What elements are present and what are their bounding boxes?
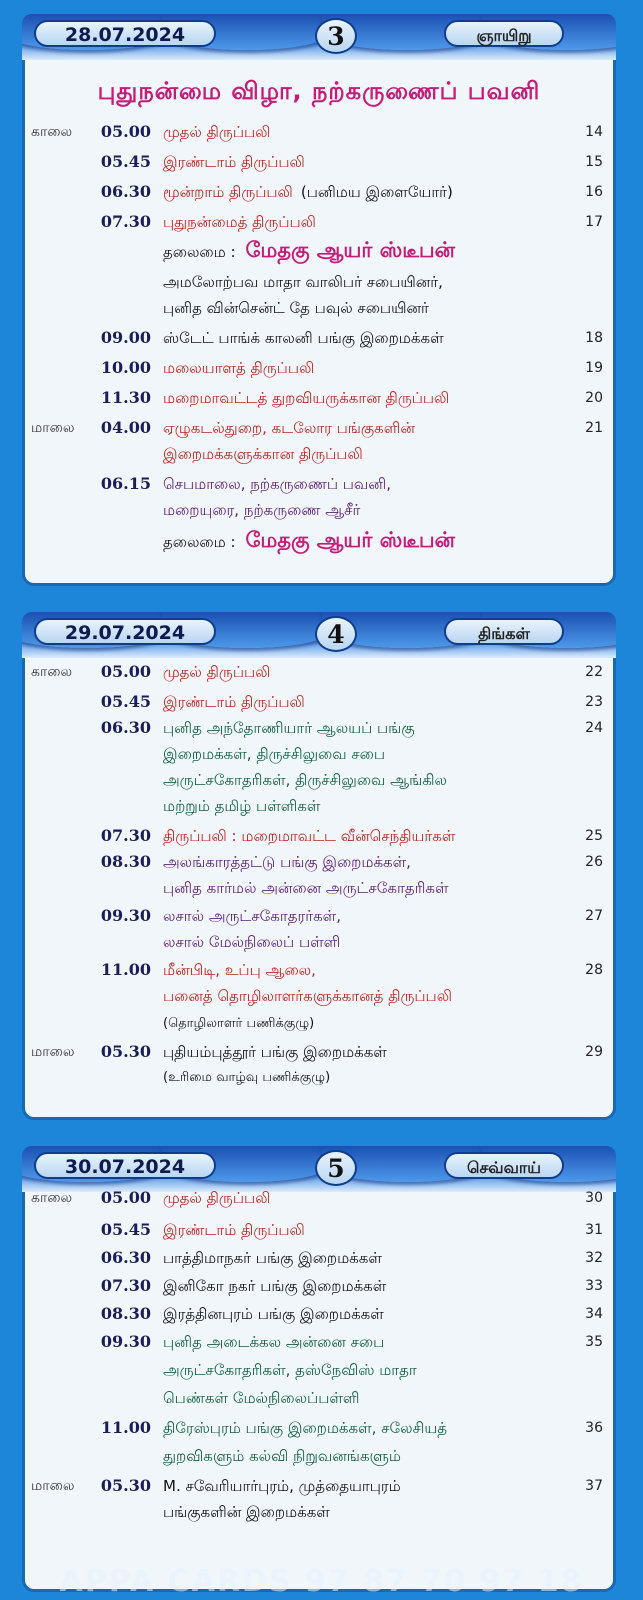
event-description bbox=[163, 415, 583, 441]
event-description bbox=[163, 1301, 583, 1327]
event-text: லசால் அருட்சகோதரர்கள், bbox=[163, 907, 341, 925]
schedule-row bbox=[25, 499, 613, 529]
time-label: 05.30 bbox=[100, 1476, 151, 1495]
feast-title: புதுநன்மை விழா, நற்கருணைப் பவனி bbox=[97, 77, 541, 105]
schedule-row bbox=[25, 1067, 613, 1097]
page-number: 20 bbox=[585, 390, 603, 406]
day-number: 3 bbox=[315, 18, 357, 54]
page-number: 33 bbox=[585, 1278, 603, 1294]
time-label: 07.30 bbox=[100, 826, 151, 845]
day-number: 4 bbox=[315, 616, 357, 652]
date-label: 29.07.2024 bbox=[34, 618, 216, 645]
event-description bbox=[163, 1329, 583, 1355]
event-description bbox=[163, 385, 583, 411]
page-number: 21 bbox=[585, 420, 603, 436]
event-text: இறைமக்கள், திருச்சிலுவை சபை bbox=[163, 745, 386, 763]
event-text: செபமாலை, நற்கருணைப் பவனி, bbox=[163, 475, 392, 493]
schedule-row bbox=[25, 1445, 613, 1475]
time-label: 05.30 bbox=[100, 1042, 151, 1061]
event-text: மற்றும் தமிழ் பள்ளிகள் bbox=[163, 797, 321, 815]
event-description bbox=[163, 929, 583, 955]
page-number: 17 bbox=[585, 214, 603, 230]
event-text: இறைமக்களுக்கான திருப்பலி bbox=[163, 445, 363, 463]
event-text: ஸ்டேட் பாங்க் காலனி பங்கு இறைமக்கள் bbox=[163, 329, 444, 347]
event-description bbox=[163, 527, 583, 555]
event-description bbox=[163, 957, 583, 983]
page-number: 18 bbox=[585, 330, 603, 346]
page-number: 30 bbox=[585, 1190, 603, 1206]
time-label: 09.30 bbox=[100, 906, 151, 925]
chief-name: மேதகு ஆயர் ஸ்டீபன் bbox=[245, 238, 455, 262]
time-label: 04.00 bbox=[100, 418, 151, 437]
page-number: 25 bbox=[585, 828, 603, 844]
day-number: 5 bbox=[315, 1150, 357, 1186]
event-text: மறைமாவட்டத் துறவியருக்கான திருப்பலி bbox=[163, 389, 450, 407]
event-text: புனித அடைக்கல அன்னை சபை bbox=[163, 1333, 385, 1351]
event-description bbox=[163, 209, 583, 235]
schedule-row bbox=[25, 151, 613, 181]
event-description bbox=[163, 741, 583, 767]
event-text: (தொழிலாளர் பணிக்குழு) bbox=[163, 1016, 315, 1031]
schedule-row bbox=[25, 529, 613, 559]
schedule-row bbox=[25, 357, 613, 387]
date-label: 28.07.2024 bbox=[34, 20, 216, 47]
event-text: திரேஸ்புரம் பங்கு இறைமக்கள், சலேசியத் bbox=[163, 1419, 447, 1437]
page-number: 36 bbox=[585, 1420, 603, 1436]
weekday-label: திங்கள் bbox=[444, 618, 564, 645]
schedule-row bbox=[25, 1187, 613, 1217]
event-description bbox=[163, 179, 583, 205]
event-description bbox=[163, 1357, 583, 1383]
page-number: 37 bbox=[585, 1478, 603, 1494]
event-description bbox=[163, 497, 583, 523]
event-description bbox=[163, 295, 583, 321]
schedule-row bbox=[25, 327, 613, 357]
schedule-row bbox=[25, 661, 613, 691]
event-text: அருட்சகோதரிகள், திருச்சிலுவை ஆங்கில bbox=[163, 771, 447, 789]
day-card-2 bbox=[22, 612, 616, 1120]
schedule-row bbox=[25, 387, 613, 417]
day-banner bbox=[22, 14, 616, 60]
event-description bbox=[163, 1273, 583, 1299]
event-text: புனித வின்சென்ட் தே பவுல் சபையினர் bbox=[163, 299, 429, 317]
event-text: மலையாளத் திருப்பலி bbox=[163, 359, 315, 377]
event-description bbox=[163, 119, 583, 145]
event-text: புதுநன்மைத் திருப்பலி bbox=[163, 213, 316, 231]
event-text: அருட்சகோதரிகள், தஸ்நேவிஸ் மாதா bbox=[163, 1361, 417, 1379]
event-text: பாத்திமாநகர் பங்கு இறைமக்கள் bbox=[163, 1249, 382, 1267]
event-text: இரண்டாம் திருப்பலி bbox=[163, 1221, 305, 1239]
event-description bbox=[163, 1245, 583, 1271]
schedule-row bbox=[25, 443, 613, 473]
page-number: 24 bbox=[585, 720, 603, 736]
page-number: 14 bbox=[585, 124, 603, 140]
page-number: 29 bbox=[585, 1044, 603, 1060]
event-text: முதல் திருப்பலி bbox=[163, 1189, 271, 1207]
event-description bbox=[163, 1443, 583, 1469]
schedule-row bbox=[25, 181, 613, 211]
time-label: 07.30 bbox=[100, 212, 151, 231]
event-text: M. சவேரியார்புரம், முத்தையாபுரம் bbox=[163, 1477, 401, 1495]
event-description bbox=[163, 269, 583, 295]
event-description bbox=[163, 1385, 583, 1411]
time-label: 08.30 bbox=[100, 852, 151, 871]
time-label: 05.45 bbox=[100, 1220, 151, 1239]
event-description bbox=[163, 767, 583, 793]
event-description bbox=[163, 325, 583, 351]
event-description bbox=[163, 875, 583, 901]
event-note: (பனிமய இளையோர்) bbox=[300, 183, 453, 201]
time-label: 09.30 bbox=[100, 1332, 151, 1351]
chief-label: தலைமை : bbox=[163, 243, 236, 261]
session-label: காலை bbox=[31, 124, 73, 140]
page-number: 16 bbox=[585, 184, 603, 200]
time-label: 05.00 bbox=[100, 122, 151, 141]
event-text: புனித கார்மல் அன்னை அருட்சகோதரிகள் bbox=[163, 879, 449, 897]
session-label: மாலை bbox=[31, 1478, 75, 1494]
event-text: இனிகோ நகர் பங்கு இறைமக்கள் bbox=[163, 1277, 387, 1295]
event-text: புனித அந்தோணியார் ஆலயப் பங்கு bbox=[163, 719, 415, 737]
page-number: 15 bbox=[585, 154, 603, 170]
event-text: திருப்பலி : மறைமாவட்ட வீன்செந்தியர்கள் bbox=[163, 827, 456, 845]
session-label: காலை bbox=[31, 664, 73, 680]
session-label: மாலை bbox=[31, 420, 75, 436]
time-label: 05.00 bbox=[100, 1188, 151, 1207]
page-number: 27 bbox=[585, 908, 603, 924]
event-text: முதல் திருப்பலி bbox=[163, 663, 271, 681]
event-description bbox=[163, 441, 583, 467]
event-description bbox=[163, 1185, 583, 1211]
event-description bbox=[163, 1011, 583, 1037]
event-text: அமலோற்பவ மாதா வாலிபர் சபையினர், bbox=[163, 273, 443, 291]
time-label: 07.30 bbox=[100, 1276, 151, 1295]
page-number: 23 bbox=[585, 694, 603, 710]
event-text: ஏழுகடல்துறை, கடலோர பங்குகளின் bbox=[163, 419, 415, 437]
day-banner bbox=[22, 612, 616, 658]
event-text: பங்குகளின் இறைமக்கள் bbox=[163, 1503, 330, 1521]
event-text: முதல் திருப்பலி bbox=[163, 123, 271, 141]
time-label: 11.00 bbox=[100, 1418, 151, 1437]
event-description bbox=[163, 903, 583, 929]
day-card-1 bbox=[22, 14, 616, 586]
time-label: 11.00 bbox=[100, 960, 151, 979]
weekday-label: ஞாயிறு bbox=[444, 20, 564, 47]
page-number: 35 bbox=[585, 1334, 603, 1350]
event-description bbox=[163, 355, 583, 381]
event-description bbox=[163, 149, 583, 175]
event-text: மீன்பிடி, உப்பு ஆலை, bbox=[163, 961, 316, 979]
watermark-text: APPA CARDS 97 87 70 97 18 bbox=[59, 1564, 584, 1599]
time-label: 05.45 bbox=[100, 152, 151, 171]
event-description bbox=[163, 823, 583, 849]
time-label: 10.00 bbox=[100, 358, 151, 377]
event-text: அலங்காரத்தட்டு பங்கு இறைமக்கள், bbox=[163, 853, 411, 871]
time-label: 11.30 bbox=[100, 388, 151, 407]
event-description bbox=[163, 1499, 583, 1525]
event-text: மூன்றாம் திருப்பலி bbox=[163, 183, 293, 201]
event-description bbox=[163, 983, 583, 1009]
schedule-row bbox=[25, 1501, 613, 1531]
session-label: மாலை bbox=[31, 1044, 75, 1060]
event-description bbox=[163, 1473, 583, 1499]
chief-label: தலைமை : bbox=[163, 533, 236, 551]
event-text: இரண்டாம் திருப்பலி bbox=[163, 153, 305, 171]
event-text: பெண்கள் மேல்நிலைப்பள்ளி bbox=[163, 1389, 360, 1407]
time-label: 05.00 bbox=[100, 662, 151, 681]
event-description bbox=[163, 659, 583, 685]
event-text: மறையுரை, நற்கருணை ஆசீர் bbox=[163, 501, 361, 519]
event-description bbox=[163, 715, 583, 741]
page-number: 26 bbox=[585, 854, 603, 870]
weekday-label: செவ்வாய் bbox=[444, 1152, 564, 1179]
time-label: 06.30 bbox=[100, 182, 151, 201]
schedule-row bbox=[25, 239, 613, 269]
event-description bbox=[163, 1039, 583, 1065]
event-description bbox=[163, 1065, 583, 1091]
event-description bbox=[163, 237, 583, 265]
time-label: 06.30 bbox=[100, 1248, 151, 1267]
date-label: 30.07.2024 bbox=[34, 1152, 216, 1179]
event-description bbox=[163, 1217, 583, 1243]
event-text: பனைத் தொழிலாளர்களுக்கானத் திருப்பலி bbox=[163, 987, 452, 1005]
schedule-row bbox=[25, 121, 613, 151]
schedule-row bbox=[25, 795, 613, 825]
event-description bbox=[163, 471, 583, 497]
page-number: 32 bbox=[585, 1250, 603, 1266]
page-number: 34 bbox=[585, 1306, 603, 1322]
session-label: காலை bbox=[31, 1190, 73, 1206]
day-card-3 bbox=[22, 1146, 616, 1592]
page-number: 19 bbox=[585, 360, 603, 376]
time-label: 06.15 bbox=[100, 474, 151, 493]
page-number: 28 bbox=[585, 962, 603, 978]
time-label: 09.00 bbox=[100, 328, 151, 347]
time-label: 05.45 bbox=[100, 692, 151, 711]
event-text: இரண்டாம் திருப்பலி bbox=[163, 693, 305, 711]
time-label: 08.30 bbox=[100, 1304, 151, 1323]
time-label: 06.30 bbox=[100, 718, 151, 737]
schedule-row bbox=[25, 297, 613, 327]
event-description bbox=[163, 689, 583, 715]
chief-name: மேதகு ஆயர் ஸ்டீபன் bbox=[245, 528, 455, 552]
event-description bbox=[163, 849, 583, 875]
event-text: துறவிகளும் கல்வி நிறுவனங்களும் bbox=[163, 1447, 401, 1465]
event-text: இரத்தினபுரம் பங்கு இறைமக்கள் bbox=[163, 1305, 384, 1323]
event-text: லசால் மேல்நிலைப் பள்ளி bbox=[163, 933, 341, 951]
page-number: 22 bbox=[585, 664, 603, 680]
page-number: 31 bbox=[585, 1222, 603, 1238]
event-text: புதியம்புத்தூர் பங்கு இறைமக்கள் bbox=[163, 1043, 387, 1061]
event-text: (உரிமை வாழ்வு பணிக்குழு) bbox=[163, 1070, 331, 1085]
schedule-row bbox=[25, 1387, 613, 1417]
event-description bbox=[163, 1415, 583, 1441]
event-description bbox=[163, 793, 583, 819]
